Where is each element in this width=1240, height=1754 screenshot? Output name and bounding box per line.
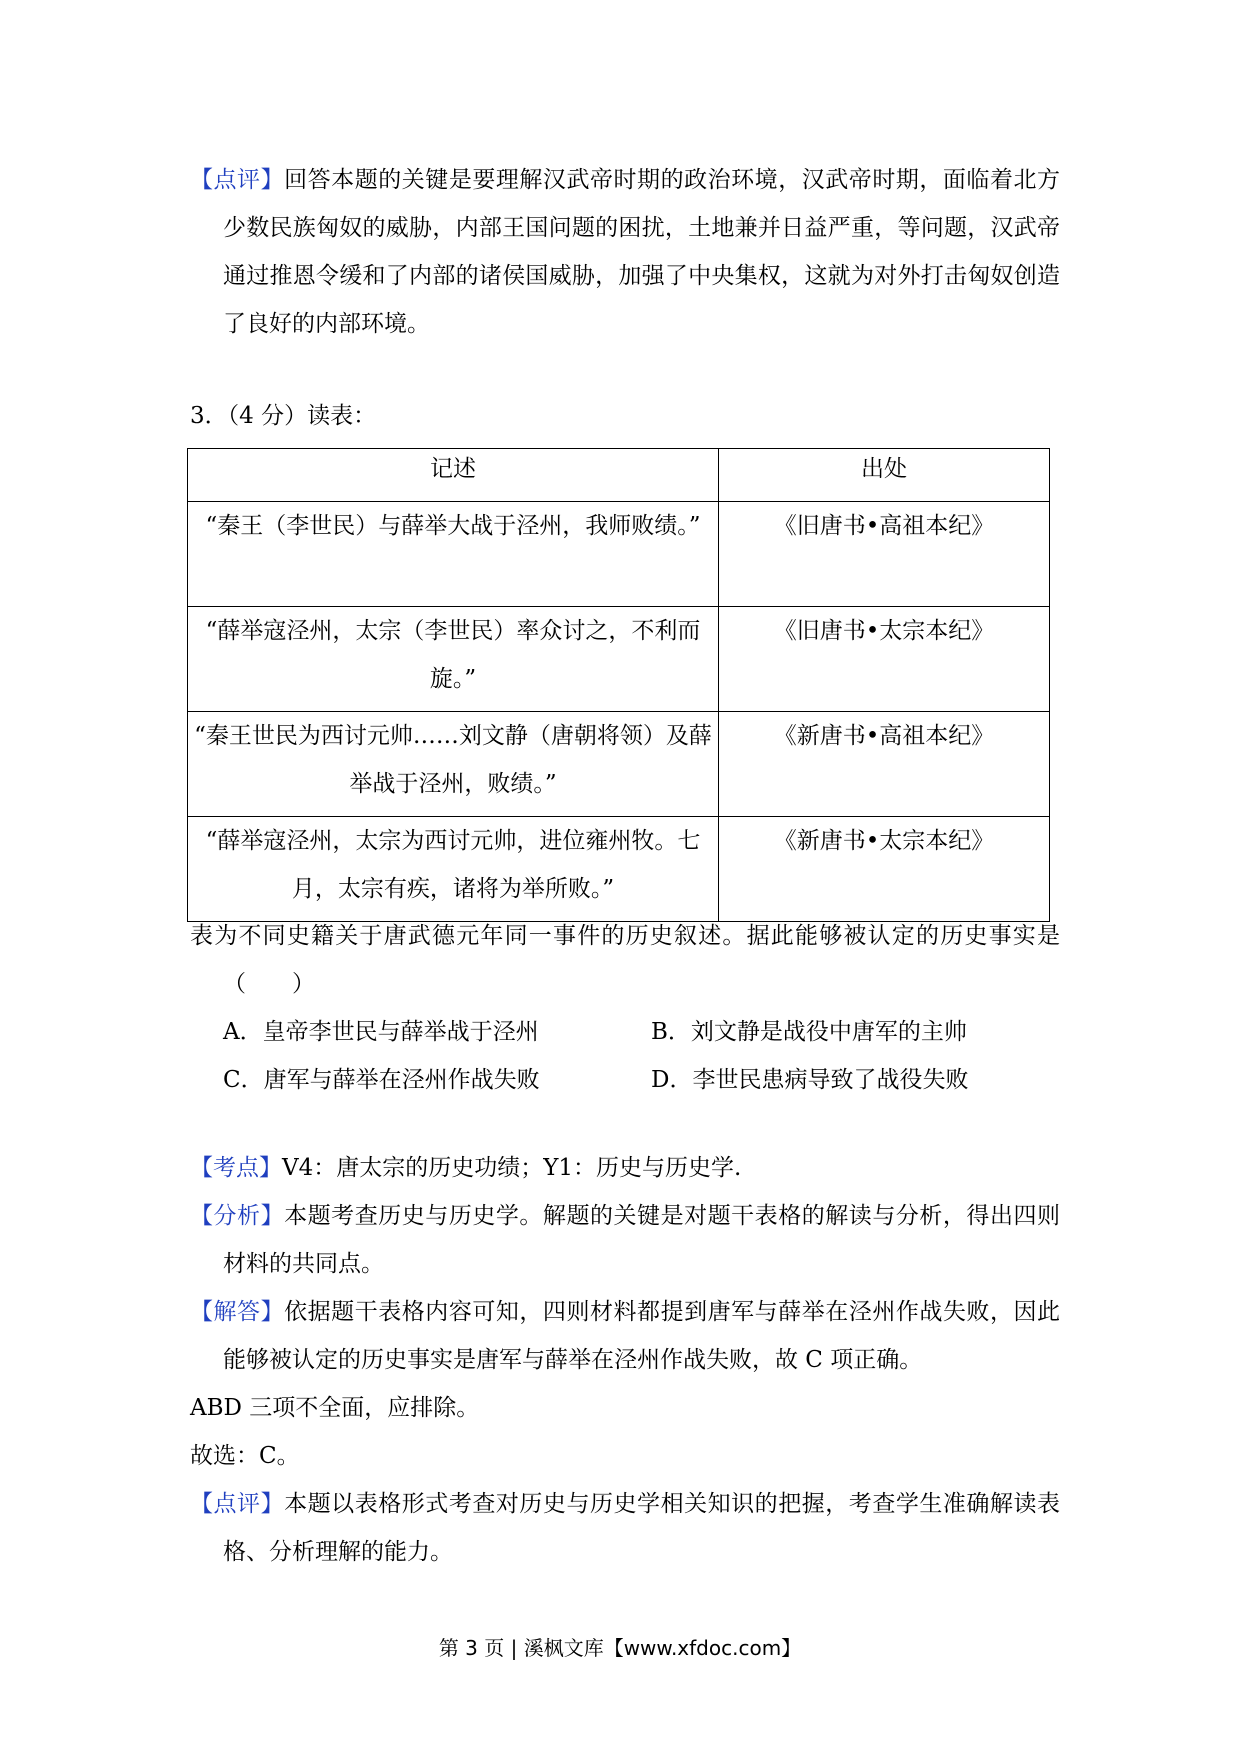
source-table bbox=[187, 448, 1050, 922]
table-row bbox=[188, 817, 1050, 922]
question-3-title: 3．（4 分）读表： bbox=[190, 403, 377, 429]
record-cell: “秦王（李世民）与薛举大战于泾州，我师败绩。” bbox=[188, 502, 719, 607]
review-paragraph-2 bbox=[190, 1480, 1060, 1576]
kaodian-line bbox=[190, 1144, 741, 1192]
fenxi-text: 本题考查历史与历史学。解题的关键是对题干表格的解读与分析，得出四则材料的共同点。 bbox=[223, 1203, 1061, 1277]
fenxi-tag: 【分析】 bbox=[190, 1203, 285, 1229]
table-row bbox=[188, 502, 1050, 607]
source-cell: 《旧唐书•高祖本纪》 bbox=[719, 502, 1050, 607]
jieda-paragraph bbox=[190, 1288, 1060, 1384]
option-c: C．唐军与薛举在泾州作战失败 bbox=[223, 1067, 540, 1093]
source-cell: 《旧唐书•太宗本纪》 bbox=[719, 607, 1050, 712]
record-cell: “秦王世民为西讨元帅……刘文静（唐朝将领）及薛举战于泾州，败绩。” bbox=[188, 712, 719, 817]
table-header-row bbox=[188, 449, 1050, 502]
header-source: 出处 bbox=[719, 449, 1050, 502]
table-row bbox=[188, 712, 1050, 817]
review-tag: 【点评】 bbox=[190, 167, 285, 193]
table-row bbox=[188, 607, 1050, 712]
question-stem: 表为不同史籍关于唐武德元年同一事件的历史叙述。据此能够被认定的历史事实是（ ） bbox=[190, 923, 1060, 997]
jieda-tag: 【解答】 bbox=[190, 1299, 285, 1325]
review-text: 本题以表格形式考查对历史与历史学相关知识的把握，考查学生准确解读表格、分析理解的能力。 bbox=[223, 1491, 1061, 1565]
record-cell: “薛举寇泾州，太宗为西讨元帅，进位雍州牧。七月，太宗有疾，诸将为举所败。” bbox=[188, 817, 719, 922]
page-footer: 第 3 页 | 溪枫文库【www.xfdoc.com】 bbox=[438, 1636, 802, 1660]
header-record: 记述 bbox=[188, 449, 719, 502]
record-cell: “薛举寇泾州，太宗（李世民）率众讨之，不利而旋。” bbox=[188, 607, 719, 712]
jieda-extra-1: ABD 三项不全面，应排除。 bbox=[190, 1395, 480, 1421]
review-paragraph-1 bbox=[190, 156, 1060, 348]
jieda-answer: 故选：C。 bbox=[190, 1443, 300, 1469]
kaodian-tag: 【考点】 bbox=[190, 1155, 282, 1181]
option-a: A．皇帝李世民与薛举战于泾州 bbox=[223, 1019, 539, 1045]
option-b: B．刘文静是战役中唐军的主帅 bbox=[651, 1019, 967, 1045]
review-text: 回答本题的关键是要理解汉武帝时期的政治环境，汉武帝时期，面临着北方少数民族匈奴的威胁，内部王国问题的困扰，土地兼并日益严重，等问题，汉武帝通过推恩令缓和了内部的诸侯国威胁，加强了中央集权，这就为对外打击匈奴创造了良好的内部环境。 bbox=[223, 167, 1061, 337]
source-cell: 《新唐书•高祖本纪》 bbox=[719, 712, 1050, 817]
kaodian-text: V4：唐太宗的历史功绩；Y1：历史与历史学. bbox=[282, 1155, 742, 1181]
review-tag: 【点评】 bbox=[190, 1491, 285, 1517]
fenxi-paragraph bbox=[190, 1192, 1060, 1288]
jieda-text: 依据题干表格内容可知，四则材料都提到唐军与薛举在泾州作战失败，因此能够被认定的历史事实是唐军与薛举在泾州作战失败，故 C 项正确。 bbox=[223, 1299, 1061, 1373]
source-cell: 《新唐书•太宗本纪》 bbox=[719, 817, 1050, 922]
option-d: D．李世民患病导致了战役失败 bbox=[651, 1067, 969, 1093]
